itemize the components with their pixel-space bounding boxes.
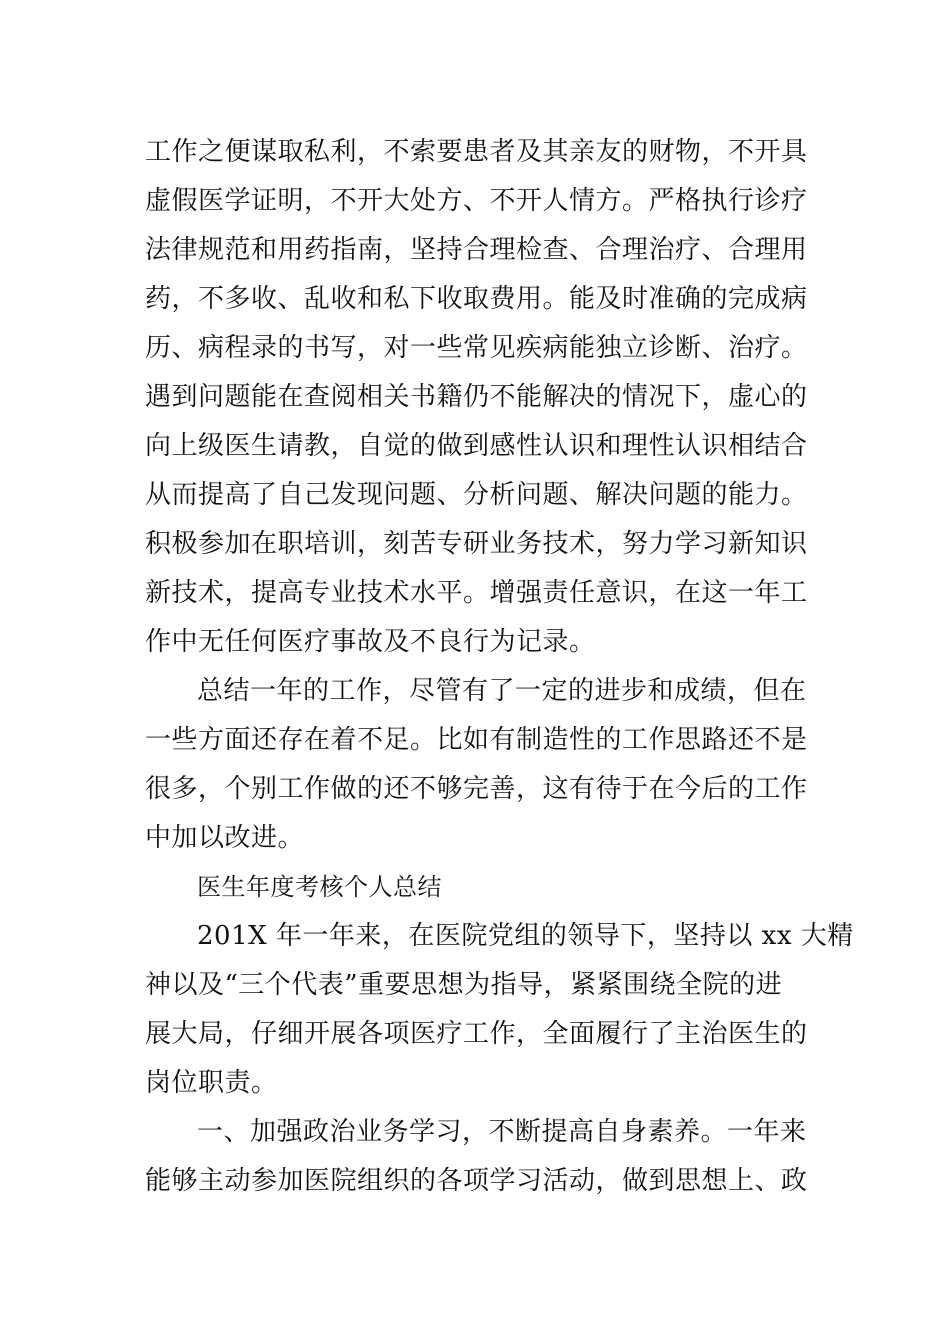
text-line: 药，不多收、乱收和私下收取费用。能及时准确的完成病 [145, 284, 808, 314]
text-line: 工作之便谋取私利，不索要患者及其亲友的财物，不开具 [145, 137, 808, 167]
text-line: 201X 年一年来，在医院党组的领导下，坚持以 xx 大精 [197, 921, 854, 951]
text-line: 一、加强政治业务学习，不断提高自身素养。一年来 [197, 1117, 807, 1147]
text-line: 新技术，提高专业技术水平。增强责任意识，在这一年工 [145, 578, 808, 608]
text-line: 中加以改进。 [145, 823, 305, 853]
text-line: 能够主动参加医院组织的各项学习活动，做到思想上、政 [145, 1166, 808, 1196]
paragraph-2 [145, 667, 810, 863]
paragraph-1 [145, 128, 810, 667]
document-body [145, 128, 854, 1206]
text-line: 作中无任何医疗事故及不良行为记录。 [145, 627, 596, 657]
text-line: 展大局，仔细开展各项医疗工作，全面履行了主治医生的 [145, 1019, 808, 1049]
text-line: 很多，个别工作做的还不够完善，这有待于在今后的工作 [145, 774, 808, 804]
text-line: 虚假医学证明，不开大处方、不开人情方。严格执行诊疗 [145, 186, 808, 216]
text-line: 积极参加在职培训，刻苦专研业务技术，努力学习新知识 [145, 529, 808, 559]
text-line: 从而提高了自己发现问题、分析问题、解决问题的能力。 [145, 480, 808, 510]
text-line: 向上级医生请教，自觉的做到感性认识和理性认识相结合 [145, 431, 808, 461]
text-line: 法律规范和用药指南，坚持合理检查、合理治疗、合理用 [145, 235, 808, 265]
paragraph-3 [145, 912, 854, 1108]
paragraph-4 [145, 1108, 810, 1206]
section-title: 医生年度考核个人总结 [197, 873, 442, 901]
text-line: 遇到问题能在查阅相关书籍仍不能解决的情况下，虚心的 [145, 382, 808, 412]
text-line: 岗位职责。 [145, 1068, 278, 1098]
text-line: 总结一年的工作，尽管有了一定的进步和成绩，但在 [197, 676, 807, 706]
text-line: 神以及“三个代表”重要思想为指导，紧紧围绕全院的进 [145, 970, 783, 1000]
text-line: 一些方面还存在着不足。比如有制造性的工作思路还不是 [145, 725, 808, 755]
text-line: 历、病程录的书写，对一些常见疾病能独立诊断、治疗。 [145, 333, 808, 363]
